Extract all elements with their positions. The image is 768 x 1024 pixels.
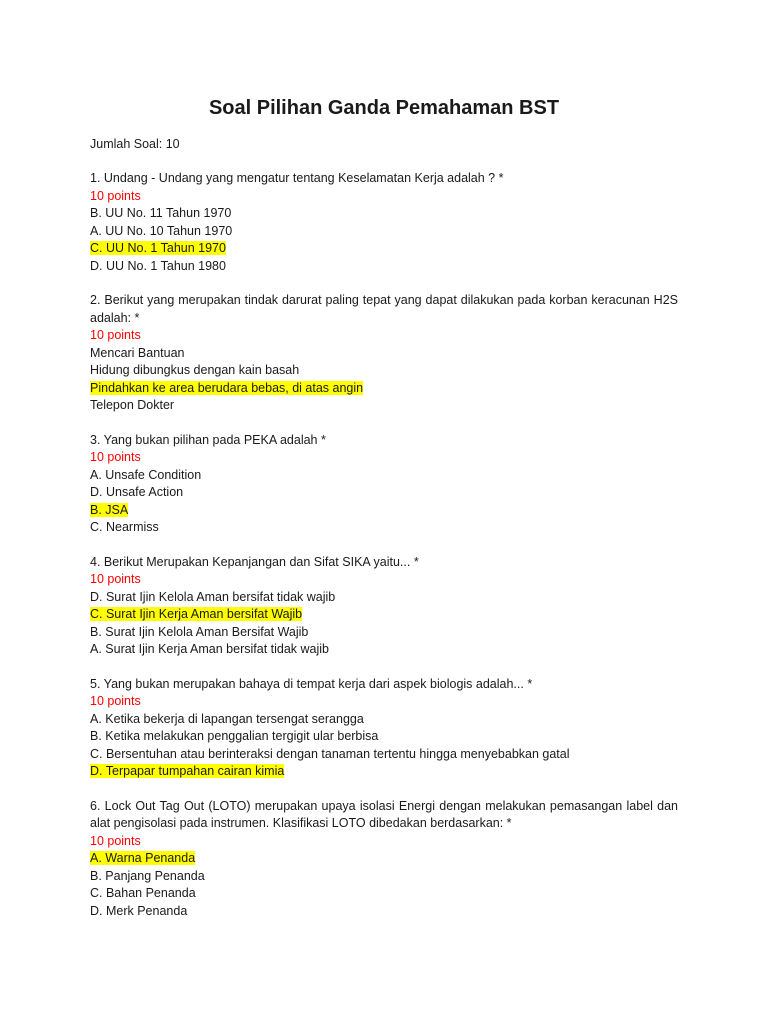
answer-option-text: A. Warna Penanda [90,851,196,865]
answer-option [90,885,678,903]
answer-option-text: B. UU No. 11 Tahun 1970 [90,206,232,220]
question-text: 3. Yang bukan pilihan pada PEKA adalah * [90,432,326,447]
answer-option-text: A. Ketika bekerja di lapangan tersengat serangga [90,711,364,726]
answer-option-text: D. Terpapar tumpahan cairan kimia [90,764,285,778]
answer-option [90,868,678,886]
answer-option [90,711,678,729]
question-count: Jumlah Soal: 10 [90,137,180,151]
answer-option-text: C. Nearmiss [90,520,159,534]
answer-option-correct [90,763,678,781]
answer-option-text: B. Panjang Penanda [90,868,205,883]
answer-option-text: A. Unsafe Condition [90,467,202,482]
points-label: 10 points [90,694,141,708]
document-title: Soal Pilihan Ganda Pemahaman BST [208,97,560,119]
answer-option [90,345,678,363]
answer-option-text: C. Bersentuhan atau berinteraksi dengan tanaman tertentu hingga menyebabkan gatal [90,746,570,761]
question-block [90,798,678,921]
answer-option [90,223,678,241]
question-block [90,432,678,537]
answer-option [90,205,678,223]
question-text: 1. Undang - Undang yang mengatur tentang Keselamatan Kerja adalah ? * [90,171,504,185]
answer-option [90,589,678,607]
points-label: 10 points [90,572,141,586]
answer-option-text: Pindahkan ke area berudara bebas, di atas angin [90,380,364,395]
answer-option [90,746,678,764]
answer-option-text: B. Ketika melakukan penggalian tergigit ular berbisa [90,729,379,743]
answer-option [90,903,678,921]
points-label: 10 points [90,833,141,848]
answer-option-text: Mencari Bantuan [90,345,185,360]
points-label: 10 points [90,328,141,342]
answer-option-text: D. Merk Penanda [90,903,188,918]
answer-option [90,728,678,746]
answer-option-text: C. UU No. 1 Tahun 1970 [90,241,226,255]
answer-option-text: Hidung dibungkus dengan kain basah [90,363,300,377]
answer-option-text: D. Unsafe Action [90,485,184,499]
answer-option [90,258,678,276]
answer-option-correct [90,502,678,520]
answer-option-text: A. UU No. 10 Tahun 1970 [90,223,233,238]
points-label: 10 points [90,450,141,464]
answer-option [90,467,678,485]
answer-option [90,397,678,415]
question-block [90,292,678,415]
question-text: 5. Yang bukan merupakan bahaya di tempat kerja dari aspek biologis adalah... * [90,676,533,691]
question-text: 2. Berikut yang merupakan tindak darurat paling tepat yang dapat dilakukan pada korban keracunan H2S adalah: * [90,293,678,325]
answer-option-text: C. Surat Ijin Kerja Aman bersifat Wajib [90,607,303,621]
answer-option-text: C. Bahan Penanda [90,886,196,900]
answer-option [90,624,678,642]
question-text: 4. Berikut Merupakan Kepanjangan dan Sifat SIKA yaitu... * [90,554,419,569]
answer-option-text: Telepon Dokter [90,398,175,412]
answer-option [90,362,678,380]
question-block [90,170,678,275]
answer-option-text: D. UU No. 1 Tahun 1980 [90,258,226,273]
question-block [90,676,678,781]
answer-option-text: B. Surat Ijin Kelola Aman Bersifat Wajib [90,624,309,639]
answer-option [90,484,678,502]
answer-option-correct [90,850,678,868]
question-block [90,554,678,659]
question-list [90,170,678,920]
answer-option-text: D. Surat Ijin Kelola Aman bersifat tidak wajib [90,589,336,604]
question-text: 6. Lock Out Tag Out (LOTO) merupakan upaya isolasi Energi dengan melakukan pemasangan label dan alat pengisolasi pada instrumen. Klasifikasi LOTO dibedakan berdasarkan: * [90,798,678,830]
answer-option [90,519,678,537]
answer-option-correct [90,240,678,258]
answer-option-correct [90,606,678,624]
answer-option [90,641,678,659]
answer-option-text: B. JSA [90,502,129,517]
points-label: 10 points [90,188,141,203]
answer-option-correct [90,380,678,398]
answer-option-text: A. Surat Ijin Kerja Aman bersifat tidak wajib [90,642,330,656]
